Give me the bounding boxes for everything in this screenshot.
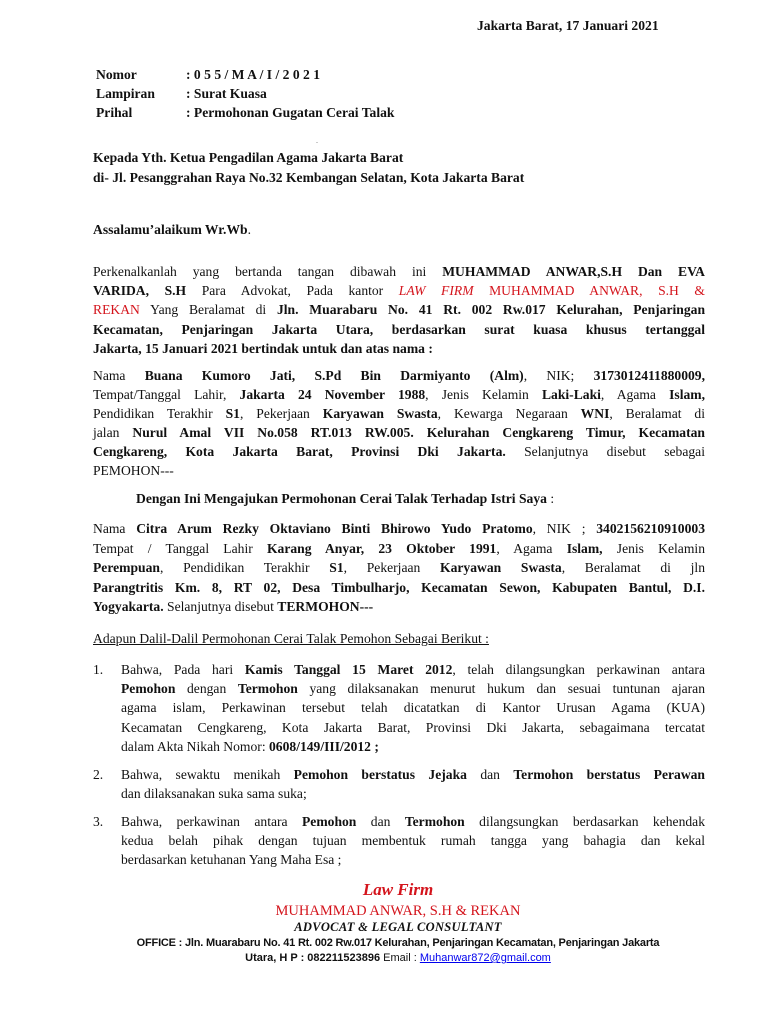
termohon-status: Termohon berstatus Perawan (513, 767, 705, 782)
item-1-line-2 (121, 681, 705, 697)
pemohon-line-4 (93, 425, 705, 441)
stray-dot: . (316, 136, 318, 145)
meta-value: : Surat Kuasa (186, 86, 267, 101)
text: , Kewarga Negaraan (437, 406, 581, 421)
marriage-date: Kamis Tanggal 15 Maret 2012 (244, 662, 453, 677)
termohon-name: Citra Arum Rezky Oktaviano Binti Bhirowo Yudo Pratomo (136, 521, 533, 536)
item-2-line-2: dan dilaksanakan suka sama suka; (121, 786, 307, 801)
pemohon-nik: 3173012411880009, (593, 368, 706, 383)
greeting-text: Assalamu’alaikum Wr.Wb (93, 222, 248, 237)
pemohon-term: Pemohon (121, 681, 176, 696)
footer-office-line-1: OFFICE : Jln. Muarabaru No. 41 Rt. 002 Rw.017 Kelurahan, Penjaringan Kecamatan, Penjaringan Jakarta (136, 937, 660, 949)
termohon-line-5 (93, 599, 705, 615)
termohon-education: S1 (329, 560, 344, 575)
pemohon-education: S1 (225, 406, 240, 421)
text: Selanjutnya disebut sebagai (505, 444, 705, 459)
recipient-line-2: di- Jl. Pesanggrahan Raya No.32 Kembangan Selatan, Kota Jakarta Barat (93, 170, 525, 185)
footer-office-line-2 (0, 952, 768, 964)
pemohon-gender: Laki-Laki (541, 387, 601, 402)
pemohon-birth: Jakarta 24 November 1988 (239, 387, 426, 402)
intro-line-4: Kecamatan, Penjaringan Jakarta Utara, berdasarkan surat kuasa khusus tertanggal (93, 322, 705, 337)
termohon-gender: Perempuan (93, 560, 160, 575)
footer-firm-name: MUHAMMAD ANWAR, S.H & REKAN (275, 903, 521, 919)
text: Selanjutnya disebut (163, 599, 278, 614)
item-3-line-3: berdasarkan ketuhanan Yang Maha Esa ; (121, 852, 342, 867)
dalil-heading: Adapun Dalil-Dalil Permohonan Cerai Talak Pemohon Sebagai Berikut : (93, 631, 489, 646)
text: , Pendidikan Terakhir (159, 560, 330, 575)
termohon-line-3 (93, 560, 705, 576)
termohon-term: Termohon (237, 681, 298, 696)
item-1-line-1 (121, 662, 705, 678)
pemohon-address: Nurul Amal VII No.058 RT.013 RW.005. Kelurahan Cengkareng Timur, Kecamatan (132, 425, 705, 440)
marriage-certificate-number: 0608/149/III/2012 ; (269, 739, 379, 754)
text: dan (466, 767, 514, 782)
meta-label: Nomor (96, 67, 137, 82)
intro-line-3 (93, 302, 705, 318)
text: : (546, 491, 555, 506)
text: Para Advokat, Pada kantor (186, 283, 399, 298)
item-1-line-4: Kecamatan Cengkareng, Kota Jakarta Barat, Provinsi Dki Jakarta, sebagaimana tercatat (121, 720, 705, 735)
item-2-line-1 (121, 767, 705, 783)
pemohon-job: Karyawan Swasta (322, 406, 438, 421)
text: TERMOHON--- (277, 599, 374, 614)
pemohon-line-3 (93, 406, 705, 422)
lawyer-names: MUHAMMAD ANWAR,S.H Dan EVA (442, 264, 705, 279)
pemohon-line-2 (93, 387, 705, 403)
text: , Agama (496, 541, 567, 556)
termohon-line-4: Parangtritis Km. 8, RT 02, Desa Timbulharjo, Kecamatan Sewon, Kabupaten Bantul, D.I. (93, 580, 705, 595)
firm-name: REKAN (93, 302, 140, 317)
pemohon-line-6: PEMOHON--- (93, 463, 174, 478)
recipient-line-1: Kepada Yth. Ketua Pengadilan Agama Jakarta Barat (93, 150, 404, 165)
item-1-line-5 (121, 739, 705, 755)
text: Perkenalkanlah yang bertanda tangan dibawah ini (93, 264, 443, 279)
pemohon-address: Cengkareng, Kota Jakarta Barat, Provinsi Dki Jakarta. (93, 444, 506, 459)
email-link[interactable]: Muhanwar872@gmail.com (419, 952, 551, 964)
text: dilangsungkan berdasarkan kehendak (464, 814, 706, 829)
footer-tagline: ADVOCAT & LEGAL CONSULTANT (294, 920, 502, 934)
text: dalam Akta Nikah Nomor: (121, 739, 269, 754)
termohon-address: Yogyakarta. (93, 599, 164, 614)
termohon-term: Termohon (404, 814, 465, 829)
pemohon-line-5 (93, 444, 705, 460)
text: dengan (175, 681, 238, 696)
pemohon-line-1 (93, 368, 705, 384)
termohon-religion: Islam, (566, 541, 603, 556)
item-1-line-3: agama islam, Perkawinan tersebut telah dicatatkan di Kantor Urusan Agama (KUA) (121, 700, 705, 715)
law-firm-label: LAW FIRM (398, 283, 474, 298)
letter-meta (96, 67, 394, 124)
text: , NIK; (523, 368, 594, 383)
meta-row-prihal (96, 105, 394, 124)
item-3-line-1 (121, 814, 705, 830)
email-label: Email : (383, 952, 420, 964)
item-3-line-2: kedua belah pihak dengan tujuan membentuk rumah tangga yang bahagia dan kekal (121, 833, 705, 848)
meta-label: Prihal (96, 105, 133, 120)
meta-row-nomor (96, 67, 394, 86)
text: , Jenis Kelamin (425, 387, 542, 402)
text: Nama (93, 521, 137, 536)
termohon-line-1 (93, 521, 705, 537)
text: , NIK ; (532, 521, 597, 536)
text: Pendidikan Terakhir (93, 406, 226, 421)
pemohon-status: Pemohon berstatus Jejaka (293, 767, 467, 782)
meta-label: Lampiran (96, 86, 155, 101)
meta-value: : Permohonan Gugatan Cerai Talak (186, 105, 395, 120)
text: , Agama (600, 387, 670, 402)
text: Bahwa, sewaktu menikah (121, 767, 294, 782)
firm-name: MUHAMMAD ANWAR, S.H & (473, 283, 706, 298)
text: , telah dilangsungkan perkawinan antara (452, 662, 705, 677)
text: Yang Beralamat di (139, 302, 277, 317)
firm-address: Jln. Muarabaru No. 41 Rt. 002 Rw.017 Kelurahan, Penjaringan (276, 302, 706, 317)
text: jalan (93, 425, 133, 440)
text: Bahwa, Pada hari (121, 662, 245, 677)
termohon-birth: Karang Anyar, 23 Oktober 1991 (266, 541, 497, 556)
heading-istri (136, 491, 554, 507)
footer-law-firm-label: Law Firm (362, 880, 434, 899)
pemohon-religion: Islam, (669, 387, 705, 402)
meta-row-lampiran (96, 86, 394, 105)
text: Tempat / Tanggal Lahir (93, 541, 267, 556)
pemohon-name: Buana Kumoro Jati, S.Pd Bin Darmiyanto (Alm) (144, 368, 524, 383)
intro-line-5: Jakarta, 15 Januari 2021 bertindak untuk dan atas nama : (93, 341, 433, 356)
item-number: 2. (93, 767, 104, 782)
greeting (93, 222, 251, 238)
text: yang dilaksanakan menurut hukum dan sesuai tuntunan ajaran (297, 681, 705, 696)
text: Tempat/Tanggal Lahir, (93, 387, 240, 402)
termohon-nik: 3402156210910003 (596, 521, 705, 536)
intro-line-2 (93, 283, 705, 299)
text: , Pekerjaan (239, 406, 323, 421)
text: , Pekerjaan (343, 560, 441, 575)
greeting-end: . (247, 222, 252, 237)
text: , Beralamat di (609, 406, 706, 421)
meta-value: : 0 5 5 / M A / I / 2 0 2 1 (186, 67, 321, 82)
text: Jenis Kelamin (602, 541, 705, 556)
text: dan (356, 814, 405, 829)
heading-istri-text: Dengan Ini Mengajukan Permohonan Cerai Talak Terhadap Istri Saya (136, 491, 547, 506)
intro-line-1 (93, 264, 705, 280)
pemohon-citizenship: WNI (580, 406, 610, 421)
text: , Beralamat di jln (561, 560, 706, 575)
item-number: 3. (93, 814, 104, 829)
letter-date: Jakarta Barat, 17 Januari 2021 (477, 18, 659, 33)
termohon-line-2 (93, 541, 705, 557)
footer-phone: Utara, H P : 082211523896 (245, 952, 384, 964)
lawyer-names: VARIDA, S.H (93, 283, 187, 298)
item-number: 1. (93, 662, 104, 677)
text: Bahwa, perkawinan antara (121, 814, 302, 829)
pemohon-term: Pemohon (301, 814, 357, 829)
termohon-job: Karyawan Swasta (440, 560, 562, 575)
text: Nama (93, 368, 145, 383)
